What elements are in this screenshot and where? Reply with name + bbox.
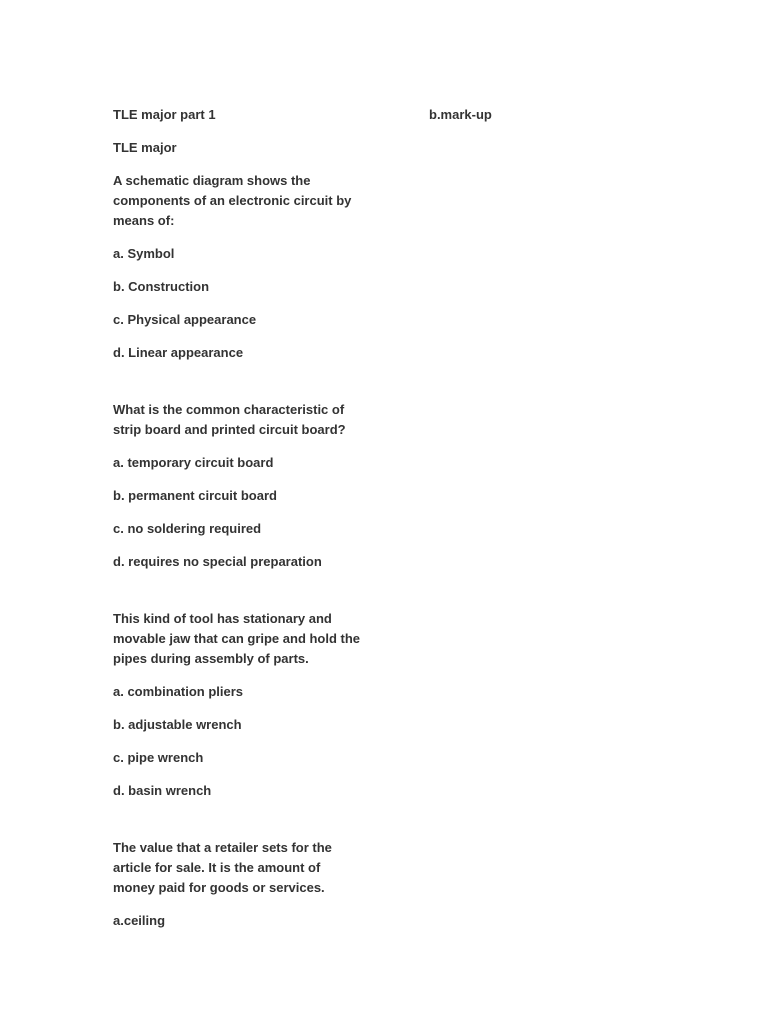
answer-option: a. temporary circuit board (113, 455, 274, 470)
document-title: TLE major part 1 (113, 107, 216, 122)
answer-option: d. basin wrench (113, 783, 212, 798)
answer-option: b. Construction (113, 279, 210, 294)
document-subtitle: TLE major (113, 140, 177, 155)
question-text: The value that a retailer sets for the article for sale. It is the amount of money paid for goods or services. (113, 840, 332, 895)
left-column (113, 105, 383, 931)
answer-option: a.ceiling (113, 913, 166, 928)
answer-option: b. adjustable wrench (113, 717, 242, 732)
right-column (429, 105, 679, 125)
answer-option: b. permanent circuit board (113, 488, 277, 503)
answer-option: b.mark-up (429, 107, 492, 122)
question-text: What is the common characteristic of strip board and printed circuit board? (113, 402, 346, 437)
answer-option: d. Linear appearance (113, 345, 244, 360)
question-text: A schematic diagram shows the components of an electronic circuit by means of: (113, 173, 352, 228)
answer-option: c. Physical appearance (113, 312, 257, 327)
answer-option: c. pipe wrench (113, 750, 204, 765)
answer-option: d. requires no special preparation (113, 554, 322, 569)
answer-option: a. Symbol (113, 246, 175, 261)
answer-option: c. no soldering required (113, 521, 262, 536)
question-text: This kind of tool has stationary and movable jaw that can gripe and hold the pipes during assembly of parts. (113, 611, 361, 666)
answer-option: a. combination pliers (113, 684, 244, 699)
